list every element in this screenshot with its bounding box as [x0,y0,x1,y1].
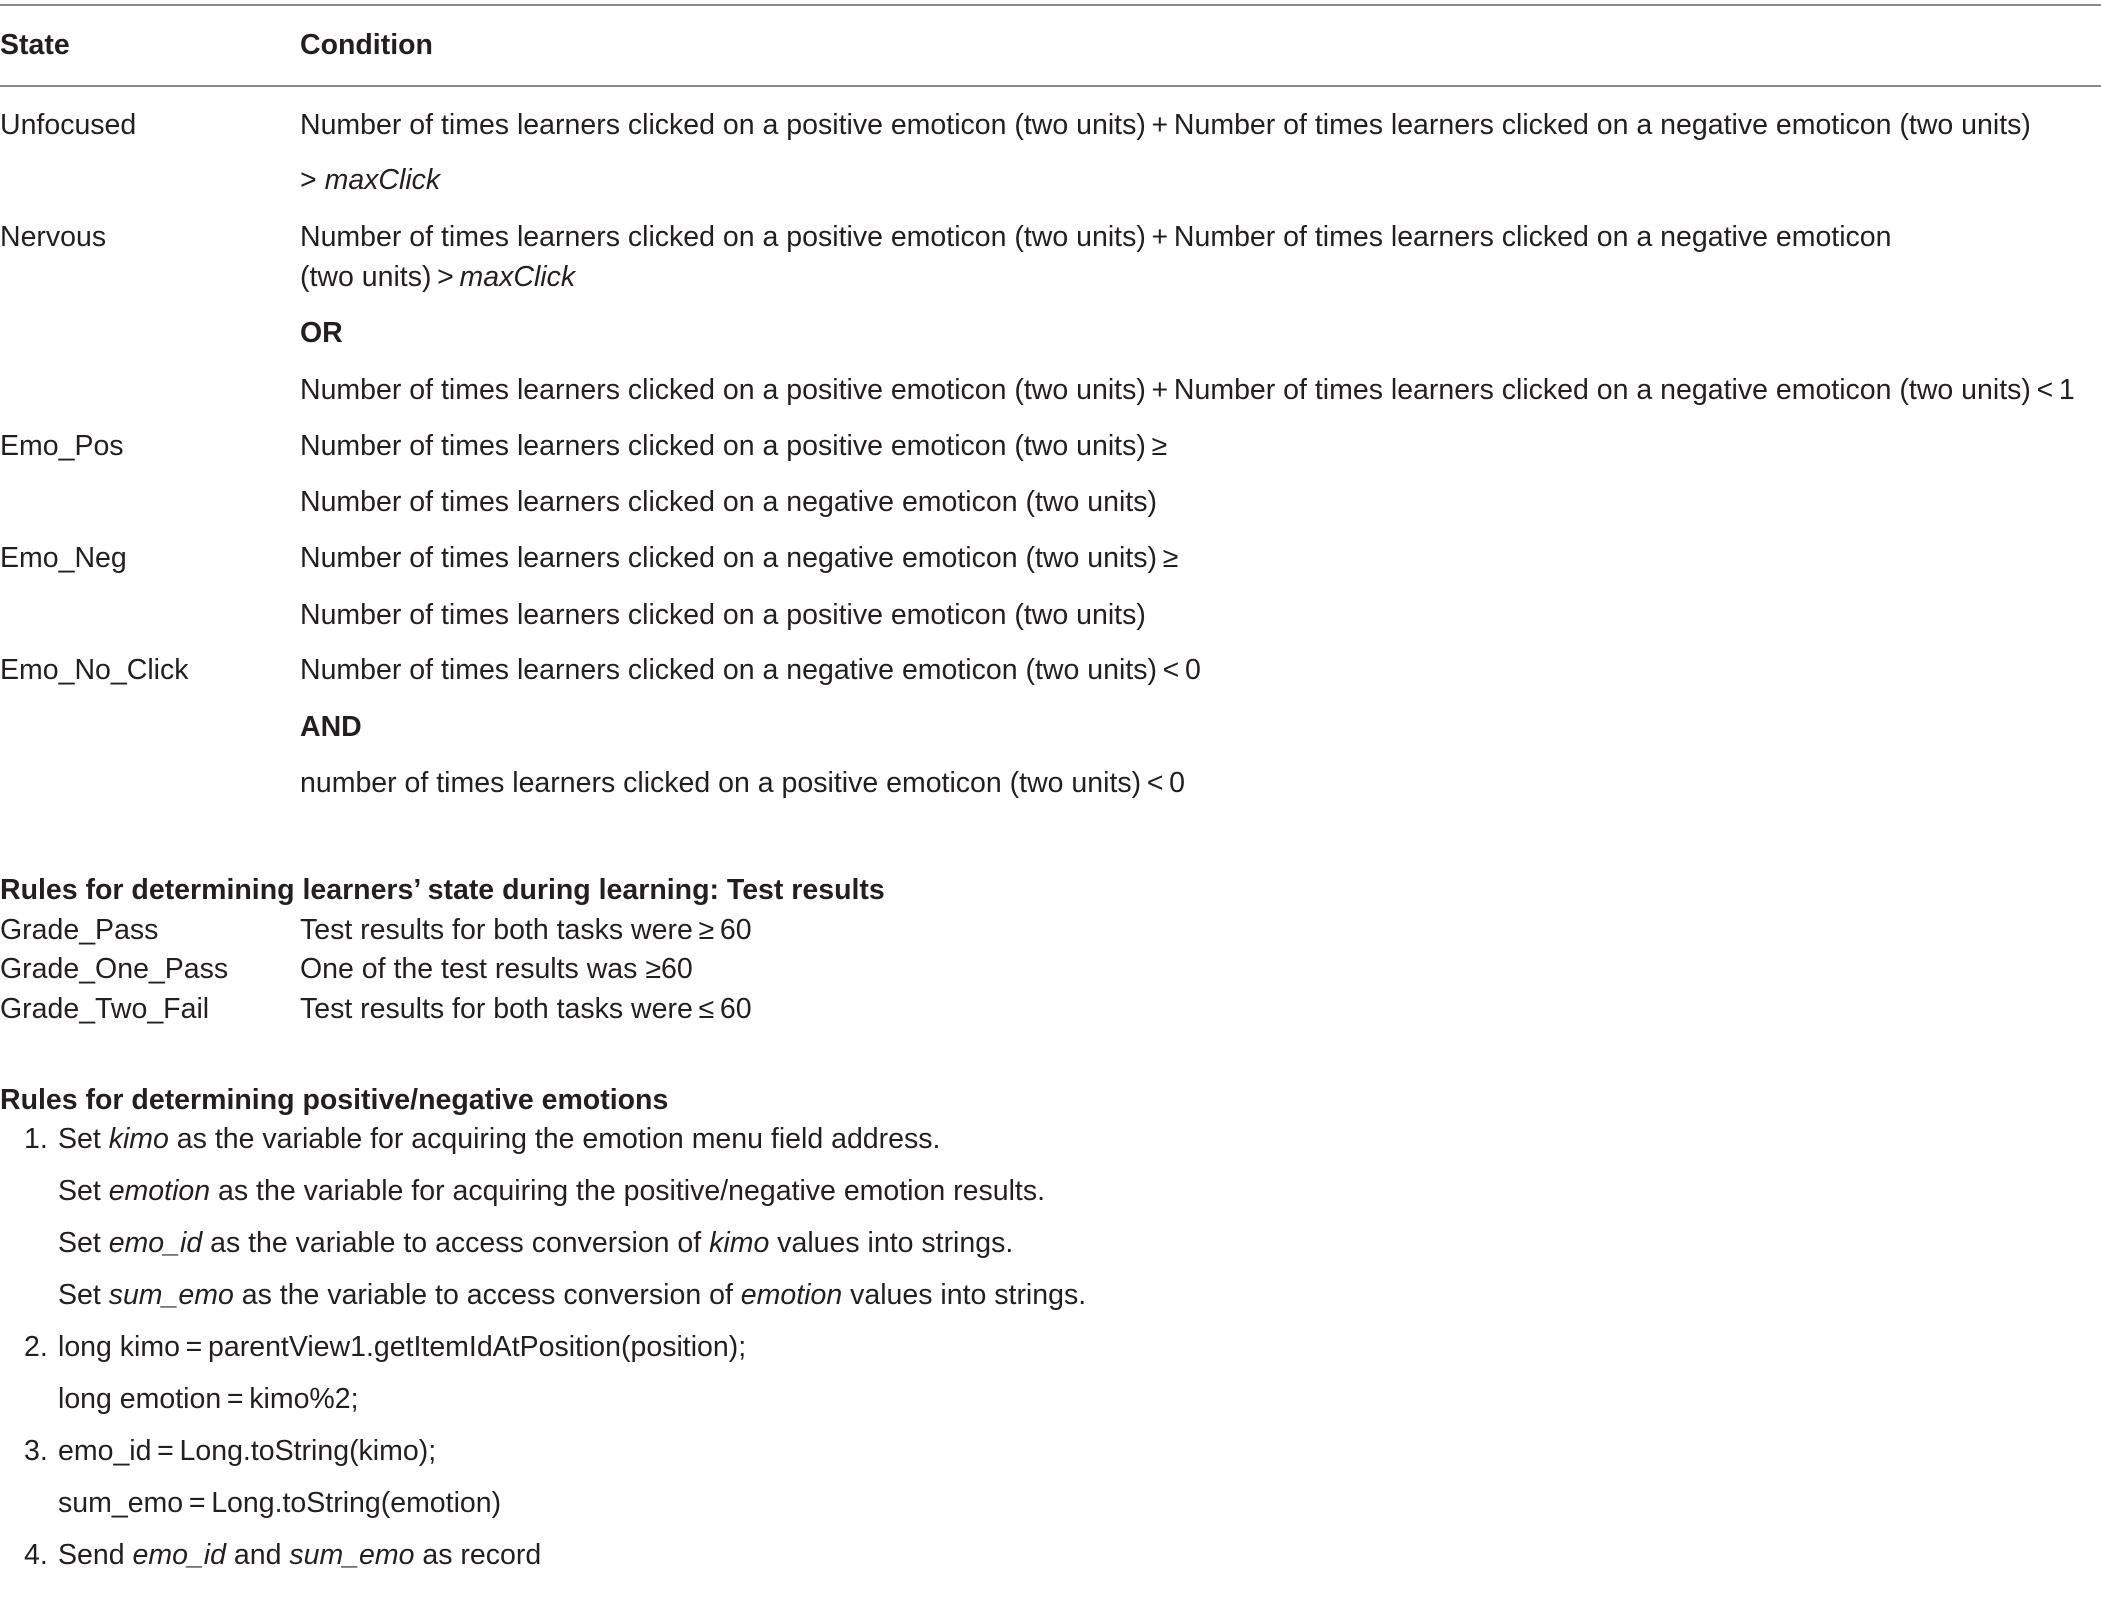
header-state: State [0,29,70,61]
variable: emotion [108,1175,211,1207]
text: as the variable to access conversion of [202,1227,710,1259]
text: (two units) > [300,261,460,293]
condition-emo-pos-line1: Number of times learners clicked on a positive emoticon (two units) ≥ [300,430,1168,462]
text: as record [414,1539,542,1571]
step1-line-a [58,1122,940,1156]
step1-line-c [58,1226,1013,1260]
text: and [225,1539,290,1571]
step4-line [58,1538,541,1572]
state-emo-neg: Emo_Neg [0,542,127,574]
text: Set [58,1175,109,1207]
variable: sum_emo [108,1279,234,1311]
text: Set [58,1279,109,1311]
condition-nervous-line2 [300,260,575,294]
test-result-state: Grade_One_Pass [0,953,229,985]
step-number: 3. [24,1435,48,1467]
step2-line-b: long emotion = kimo%2; [58,1383,359,1415]
test-result-condition: One of the test results was ≥60 [300,953,693,985]
condition-emo-pos-line2: Number of times learners clicked on a negative emoticon (two units) [300,486,1157,518]
variable: emotion [740,1279,843,1311]
text: values into strings. [769,1227,1014,1259]
text: as the variable for acquiring the positive/negative emotion results. [210,1175,1045,1207]
variable: maxClick [459,261,576,293]
step1-line-d [58,1278,1086,1312]
text: values into strings. [842,1279,1087,1311]
variable: maxClick [324,164,441,196]
text: Set [58,1123,109,1155]
step3-line-a: emo_id = Long.toString(kimo); [58,1435,437,1467]
test-result-state: Grade_Pass [0,914,159,946]
test-result-condition: Test results for both tasks were ≥ 60 [300,914,752,946]
condition-emo-neg-line1: Number of times learners clicked on a negative emoticon (two units) ≥ [300,542,1179,574]
variable: sum_emo [289,1539,415,1571]
condition-nervous-line3: Number of times learners clicked on a positive emoticon (two units) + Number of times learners clicked on a negative emoticon (two units) < 1 [300,374,2075,406]
test-result-condition: Test results for both tasks were ≤ 60 [300,993,752,1025]
condition-emo-no-click-line2: number of times learners clicked on a positive emoticon (two units) < 0 [300,767,1186,799]
step-number: 1. [24,1123,48,1155]
table-top-rule [0,4,2101,6]
operator: > [300,164,317,196]
table-header-rule [0,85,2101,87]
emotions-heading: Rules for determining positive/negative emotions [0,1084,669,1116]
condition-emo-no-click-and: AND [300,711,362,743]
step2-line-a: long kimo = parentView1.getItemIdAtPosition(position); [58,1331,747,1363]
header-condition: Condition [300,29,433,61]
step-number: 2. [24,1331,48,1363]
step-number: 4. [24,1539,48,1571]
condition-unfocused-line2 [300,163,440,197]
text: as the variable to access conversion of [233,1279,741,1311]
condition-unfocused-line1: Number of times learners clicked on a positive emoticon (two units) + Number of times learners clicked on a negative emoticon (two units) [300,109,2031,141]
condition-nervous-or: OR [300,317,343,349]
step3-line-b: sum_emo = Long.toString(emotion) [58,1487,502,1519]
test-results-heading: Rules for determining learners’ state during learning: Test results [0,874,885,906]
variable: kimo [709,1227,770,1259]
state-nervous: Nervous [0,221,107,253]
text: Set [58,1227,109,1259]
state-unfocused: Unfocused [0,109,137,141]
variable: kimo [108,1123,169,1155]
step1-line-b [58,1174,1045,1208]
state-emo-pos: Emo_Pos [0,430,124,462]
condition-emo-no-click-line1: Number of times learners clicked on a negative emoticon (two units) < 0 [300,654,1201,686]
state-emo-no-click: Emo_No_Click [0,654,189,686]
text: as the variable for acquiring the emotion menu field address. [168,1123,941,1155]
text: Send [58,1539,133,1571]
condition-nervous-line1: Number of times learners clicked on a positive emoticon (two units) + Number of times learners clicked on a negative emoticon [300,221,1892,253]
variable: emo_id [132,1539,226,1571]
condition-emo-neg-line2: Number of times learners clicked on a positive emoticon (two units) [300,599,1146,631]
variable: emo_id [108,1227,203,1259]
test-result-state: Grade_Two_Fail [0,993,210,1025]
